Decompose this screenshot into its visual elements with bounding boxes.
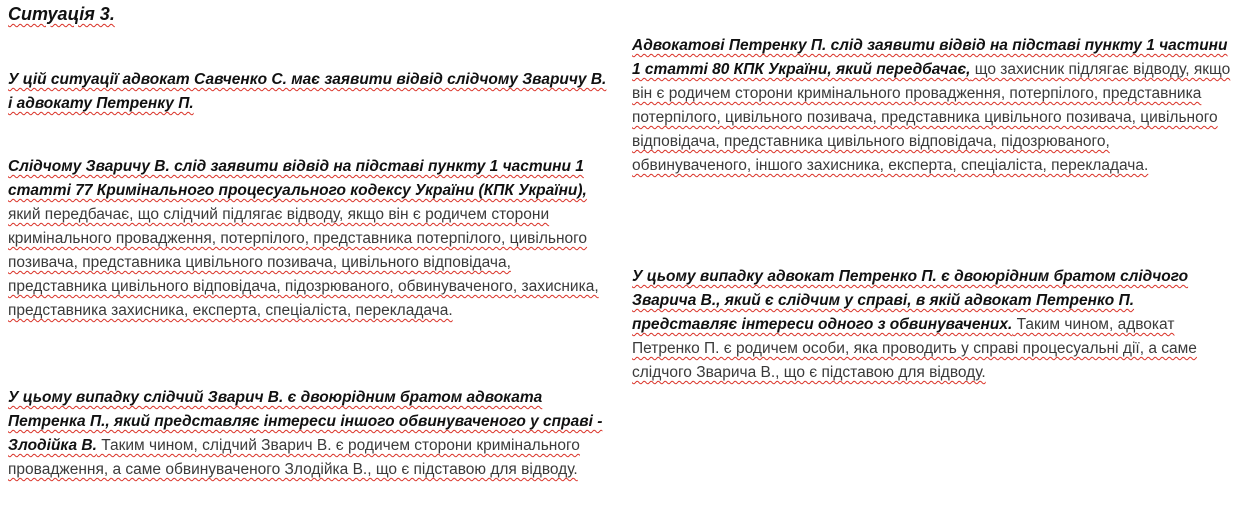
left-p1-bold: У цій ситуації адвокат Савченко С. має заявити відвід слідчому Зваричу В. і адвокату Петренку П. <box>8 71 607 112</box>
left-paragraph-2 <box>8 155 608 323</box>
situation-heading: Ситуація 3. <box>8 4 115 24</box>
left-p2-plain: який передбачає, що слідчий підлягає відводу, якщо він є родичем сторони кримінального провадження, потерпілого, представника потерпілого, цивільного позивача, представника цивільного позивача, цивільного відповідача, представника цивільного відповідача, підозрюваного, обвинуваченого, захисника, представника захисника, експерта, спеціаліста, перекладача. <box>8 206 599 319</box>
left-p3-plain: Таким чином, слідчий Зварич В. є родичем сторони кримінального провадження, а саме обвинуваченого Злодійка В., що є підставою для відводу. <box>8 437 580 478</box>
right-p1-bold: Адвокатові Петренку П. слід заявити відвід на підставі пункту 1 частини 1 статті 80 КПК України, який передбачає, <box>632 37 1228 78</box>
right-p2-plain: Таким чином, адвокат Петренко П. є родичем особи, яка проводить у справі процесуальні дії, а саме слідчого Зварича В., що є підставою для відводу. <box>632 316 1197 381</box>
right-paragraph-2 <box>632 265 1232 385</box>
right-paragraph-1 <box>632 34 1232 178</box>
left-p3-bold: У цьому випадку слідчий Зварич В. є двоюрідним братом адвоката Петренка П., який представляє інтереси іншого обвинуваченого у справі - Злодійка В. <box>8 389 603 454</box>
left-paragraph-1 <box>8 68 608 116</box>
left-column <box>8 0 608 478</box>
right-p2-bold: У цьому випадку адвокат Петренко П. є двоюрідним братом слідчого Зварича В., який є слідчим у справі, в якій адвокат Петренко П. представляє інтереси одного з обвинувачених. <box>632 268 1189 333</box>
right-p1-plain: що захисник підлягає відводу, якщо він є родичем сторони кримінального провадження, потерпілого, представника потерпілого, цивільного позивача, представника цивільного позивача, цивільного відповідача, представника цивільного відповідача, підозрюваного, обвинуваченого, іншого захисника, експерта, спеціаліста, перекладача. <box>632 61 1231 174</box>
left-paragraph-3 <box>8 386 608 482</box>
left-p2-bold: Слідчому Зваричу В. слід заявити відвід на підставі пункту 1 частини 1 статті 77 Кримінального процесуального кодексу України (КПК України), <box>8 158 587 199</box>
